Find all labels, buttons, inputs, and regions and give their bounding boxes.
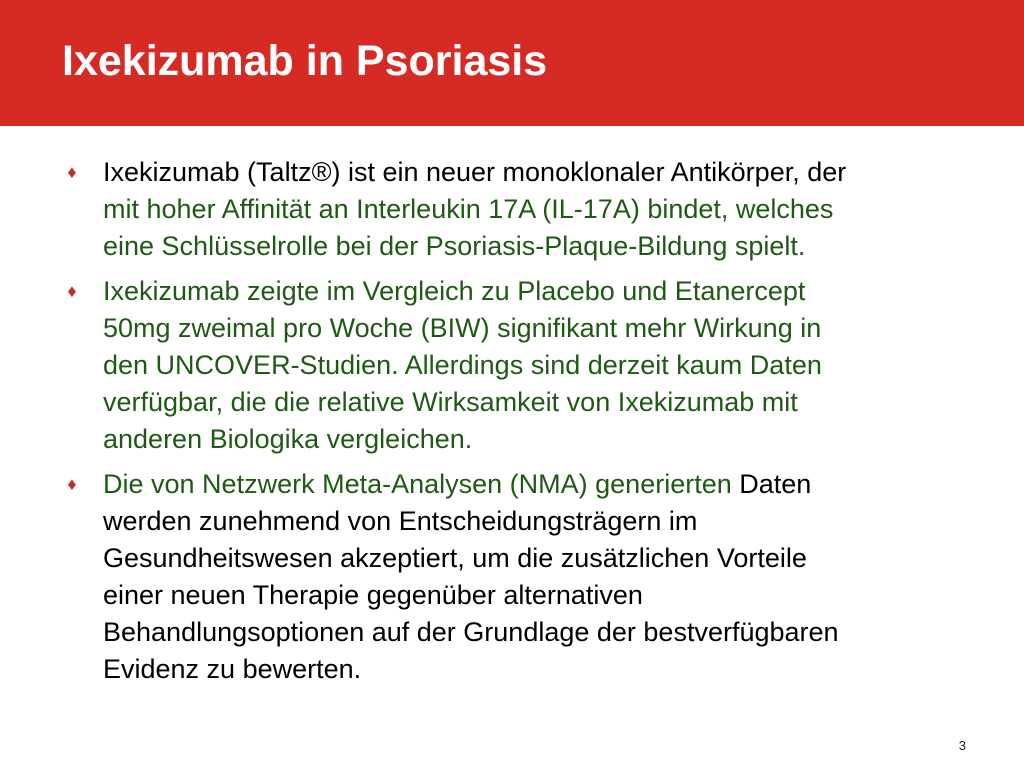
bullet-line xyxy=(103,421,982,458)
bullet-line xyxy=(103,273,982,310)
bullet-text: Die von Netzwerk Meta-Analysen (NMA) generierten xyxy=(103,469,740,499)
diamond-bullet-icon: ♦ xyxy=(67,281,77,301)
bullet-line xyxy=(103,540,982,577)
bullet-line xyxy=(103,347,982,384)
bullet-text: werden zunehmend von Entscheidungsträgern im xyxy=(103,506,698,536)
bullet-line xyxy=(103,154,982,191)
bullet-text: Daten xyxy=(739,469,812,499)
bullet-text: Evidenz zu bewerten. xyxy=(103,654,362,684)
diamond-bullet-icon: ♦ xyxy=(67,162,77,182)
bullet-text: einer neuen Therapie gegenüber alternativen xyxy=(103,580,643,610)
bullet-text: Ixekizumab (Taltz®) ist ein neuer monoklonaler Antikörper, der xyxy=(103,157,847,187)
bullet-text: mit xyxy=(103,194,147,224)
page-number: 3 xyxy=(958,738,966,753)
title-bar xyxy=(0,0,1024,126)
bullet-line xyxy=(103,614,982,651)
bullet-line xyxy=(103,503,982,540)
bullet-text: den UNCOVER-Studien. Allerdings sind derzeit kaum Daten xyxy=(103,350,822,380)
bullet-line xyxy=(103,191,982,228)
bullet-line xyxy=(103,384,982,421)
bullet-line xyxy=(103,228,982,265)
bullet-line xyxy=(103,310,982,347)
bullet-text: Behandlungsoptionen auf der Grundlage der bestverfügbaren xyxy=(103,617,839,647)
diamond-bullet-icon: ♦ xyxy=(67,474,77,494)
bullet-line xyxy=(103,651,982,688)
bullet-text: 50mg zweimal pro Woche (BIW) signifikant mehr Wirkung in xyxy=(103,313,822,343)
bullet-line xyxy=(103,466,982,503)
bullet-text: Gesundheitswesen akzeptiert, um die zusätzlichen Vorteile xyxy=(103,543,807,573)
bullet-line xyxy=(103,577,982,614)
bullet-text: hoher Affinität an Interleukin 17A (IL-17A) bindet, welches xyxy=(146,194,834,224)
bullet-item xyxy=(62,154,982,265)
slide-title: Ixekizumab in Psoriasis xyxy=(62,37,548,85)
bullet-text: eine Schlüsselrolle bei der Psoriasis-Plaque-Bildung spielt. xyxy=(103,231,806,261)
bullet-item xyxy=(62,273,982,458)
bullet-text: anderen Biologika vergleichen. xyxy=(103,424,473,454)
bullet-list xyxy=(62,154,982,696)
bullet-text: verfügbar, die die relative Wirksamkeit von Ixekizumab mit xyxy=(103,387,798,417)
bullet-item xyxy=(62,466,982,688)
bullet-text: Ixekizumab zeigte im Vergleich zu Placebo und Etanercept xyxy=(103,276,806,306)
